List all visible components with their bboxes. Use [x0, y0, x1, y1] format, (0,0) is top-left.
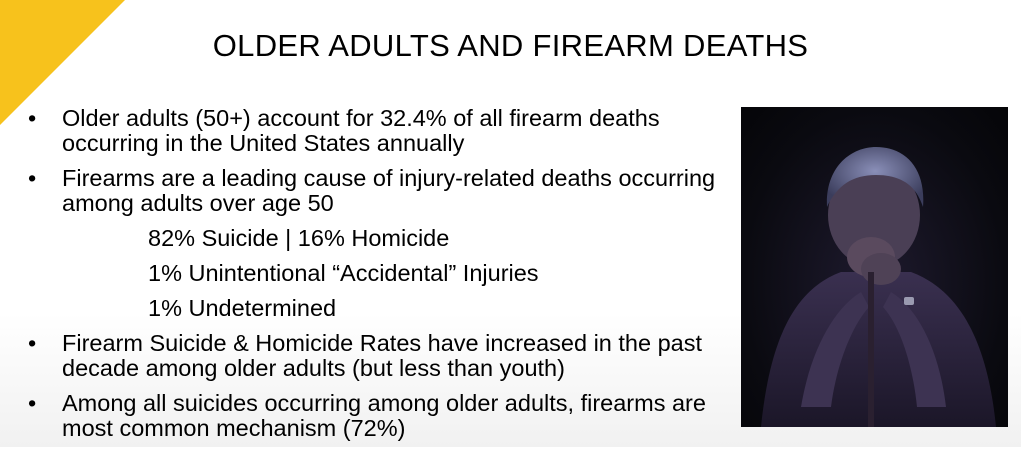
- bullet-glyph: •: [28, 105, 37, 131]
- bullet-glyph: •: [28, 330, 37, 356]
- photo-older-man: [741, 107, 1008, 427]
- bullet-item: [28, 106, 738, 156]
- slide-title: OLDER ADULTS AND FIREARM DEATHS: [212, 28, 809, 63]
- bullet-item: [28, 391, 738, 441]
- sub-line: 1% Undetermined: [148, 295, 337, 321]
- bullet-item: [28, 166, 738, 216]
- bullet-text: Older adults (50+) account for 32.4% of all firearm deaths occurring in the United States annually: [62, 105, 660, 156]
- sub-line: 82% Suicide | 16% Homicide: [148, 225, 450, 251]
- bullet-text: Firearm Suicide & Homicide Rates have increased in the past decade among older adults (but less than youth): [62, 330, 703, 381]
- bullet-item: [28, 331, 738, 381]
- bullet-glyph: •: [28, 165, 37, 191]
- bullet-text: Among all suicides occurring among older adults, firearms are most common mechanism (72%): [62, 390, 706, 441]
- sub-line: 1% Unintentional “Accidental” Injuries: [148, 260, 539, 286]
- bullet-list: [28, 106, 738, 451]
- bullet-glyph: •: [28, 390, 37, 416]
- bullet-text: Firearms are a leading cause of injury-related deaths occurring among adults over age 50: [62, 165, 716, 216]
- photo-illustration: [741, 107, 1008, 427]
